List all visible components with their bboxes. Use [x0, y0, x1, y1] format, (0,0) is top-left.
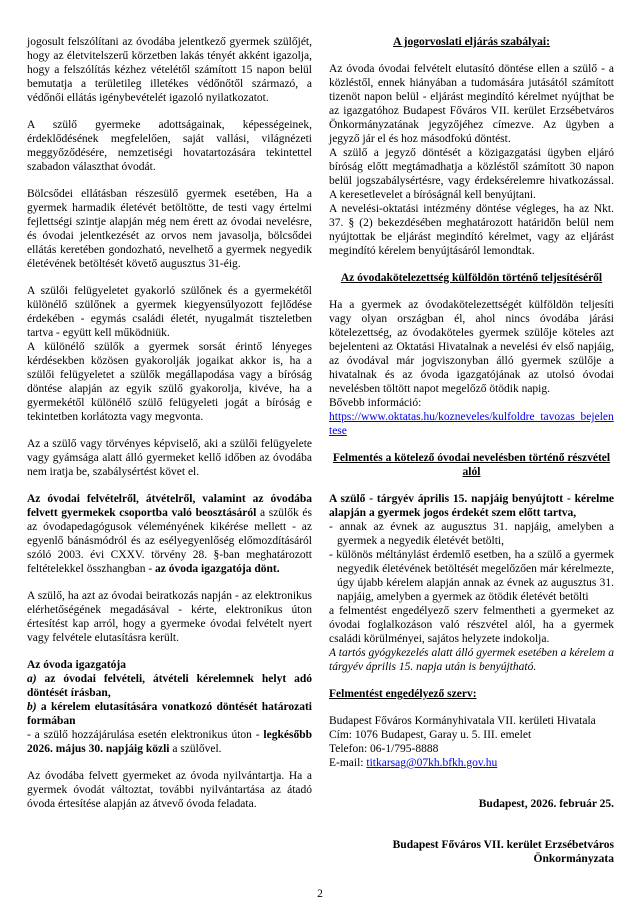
paragraph — [27, 340, 312, 424]
paragraph — [27, 492, 312, 576]
page-number: 2 — [317, 888, 323, 900]
text-run: Cím: 1076 Budapest, Garay u. 5. III. emelet — [329, 729, 532, 741]
text-run: A szülő, ha azt az óvodai beiratkozás napján - az elektronikus elérhetőségének megadásával - kérte, elektronikus úton értesítést kap arról, hogy a gyermeke óvodai felvételt nyert vagy felvétele elutasításra került. — [27, 590, 312, 644]
paragraph — [329, 62, 614, 146]
text-run: a) — [27, 673, 37, 685]
right-column — [329, 35, 614, 866]
text-run: - a szülő hozzájárulása esetén elektronikus úton - — [27, 729, 264, 741]
text-run: Bölcsődei ellátásban részesülő gyermek esetében, Ha a gyermek harmadik életévét betöltötte, de testi vagy értelmi fejlettségi szintje alapján még nem érett az óvodai nevelésre, és óvodai jelentkezését az orvos nem javasolja, bölcsődei ellátás keretében gondozható, nevelhető a gyermek negyedik életévének betöltését követő augusztus 31-éig. — [27, 188, 312, 270]
paragraph — [27, 658, 312, 672]
text-run: Budapest Főváros Kormányhivatala VII. kerületi Hivatala — [329, 715, 596, 727]
text-run: a szülők és az óvodapedagógusok véleményének kikérése mellett - az egyenlő bánásmódról és az esélyegyenlőség előmozdításáról szóló 2003. évi CXXV. törvény 28. §-ban meghatározott feltételekkel összhangban - — [27, 507, 312, 575]
text-run: Telefon: 06-1/795-8888 — [329, 743, 439, 755]
text-run: Az óvoda igazgatója — [27, 659, 127, 671]
paragraph — [329, 756, 614, 770]
list-item — [329, 520, 614, 548]
paragraph — [27, 672, 312, 700]
paragraph — [27, 437, 312, 479]
list-item — [329, 548, 614, 604]
text-run: - különös méltánylást érdemlő esetben, ha a szülő a gyermek negyedik életévének betöltését megelőzően már kérelmezte, úgy újabb kérelem alapján annak az évnek az augusztus 31. napjáig, amelyben a gyermek az ötödik életévét betölti — [329, 549, 614, 603]
text-run: Az óvodakötelezettség külföldön történő teljesítéséről — [340, 272, 603, 284]
text-run: A nevelési-oktatási intézmény döntése végleges, ha az Nkt. 37. § (2) bekezdésében meghatározott határidőn belül nem nyújtottak be eljárást megindító kérelmet, vagy az eljárást megindító kérelem benyújtásáról lemondtak. — [329, 203, 614, 257]
paragraph — [27, 35, 312, 105]
text-run: az óvoda igazgatója dönt. — [155, 563, 280, 575]
text-run: a szülővel. — [169, 743, 222, 755]
text-run: b) — [27, 701, 37, 713]
text-run: E-mail: — [329, 757, 367, 769]
text-run: legkésőbb 2026. május 30. napjáig közli — [27, 729, 312, 755]
paragraph — [329, 410, 614, 438]
text-run: Az óvodába felvett gyermeket az óvoda nyilvántartja. Ha a gyermek óvodát változtat, további nyilvántartása az átadó óvoda értesítése alapján az átvevő óvoda feladata. — [27, 770, 312, 810]
text-run: az óvodai felvételi, átvételi kérelemnek helyt adó döntését írásban, — [27, 673, 312, 699]
text-run: Budapest Főváros VII. kerület Erzsébetváros Önkormányzata — [392, 839, 614, 865]
text-run: a felmentést engedélyező szerv felmentheti a gyermeket az óvodai foglalkozáson való részvétel alól, ha a gyermek családi körülményei, sajátos helyzete indokolja. — [329, 605, 614, 645]
text-run: Felmentést engedélyező szerv: — [329, 688, 477, 700]
left-column — [27, 35, 312, 866]
text-run: A szülő a jegyző döntését a közigazgatási ügyben eljáró bíróság előtt megtámadhatja a közléstől számított 30 napon belül jogszabálysértésre, vagy érdeksérelemre hivatkozással. A keresetlevelet a bíróságnál kell benyújtani. — [329, 147, 614, 201]
paragraph — [27, 700, 312, 728]
paragraph — [329, 728, 614, 742]
paragraph — [27, 728, 312, 756]
text-run: Budapest, 2026. február 25. — [478, 798, 614, 810]
signature — [329, 838, 614, 866]
paragraph — [329, 146, 614, 202]
text-run: Az a szülő vagy törvényes képviselő, aki a szülői felügyelete vagy gyámsága alatt álló gyermeket kellő időben az óvodába nem iratja be, szabálysértést követ el. — [27, 438, 312, 478]
paragraph — [329, 646, 614, 674]
paragraph — [329, 604, 614, 646]
text-run: Az óvodai felvételről, átvételről, valamint az óvodába felvett gyermekek csoportba való beosztásáról — [27, 493, 312, 519]
hyperlink[interactable]: https://www.oktatas.hu/kozneveles/kulfoldre_tavozas_bejelentese — [329, 411, 614, 437]
text-run: a kérelem elutasítására vonatkozó döntését határozati formában — [27, 701, 312, 727]
text-run: A szülő - tárgyév április 15. napjáig benyújtott - kérelme alapján a gyermek jogos érdekét szem előtt tartva, — [329, 493, 614, 519]
paragraph — [329, 298, 614, 396]
hyperlink[interactable]: titkarsag@07kh.bfkh.gov.hu — [366, 757, 498, 769]
paragraph — [27, 589, 312, 645]
paragraph — [329, 396, 614, 410]
text-run: Ha a gyermek az óvodakötelezettségét külföldön teljesíti vagy olyan országban él, ahol nincs óvodába járási kötelezettség, az óvodaköteles gyermek szülője köteles azt bejelenteni az Oktatási Hivatalnak a nevelési év első napjáig, az óvodával már jogviszonyban álló gyermek szülője a hivatalnak és az óvoda igazgatójának az utolsó óvodai nevelésben töltött napot megelőző ötödik napig. — [329, 299, 614, 395]
paragraph — [27, 187, 312, 271]
section-heading — [329, 451, 614, 479]
section-heading — [329, 271, 614, 285]
text-run: - annak az évnek az augusztus 31. napjáig, amelyben a gyermek a negyedik életévét betölti, — [329, 521, 614, 547]
text-run: Felmentés a kötelező óvodai nevelésben történő részvétel alól — [332, 452, 611, 478]
text-run: A szülő gyermeke adottságainak, képességeinek, érdeklődésének megfelelően, saját vallási, világnézeti meggyőződésére, nemzetiségi hovatartozására tekintettel szabadon választhat óvodát. — [27, 119, 312, 173]
section-heading — [329, 687, 614, 701]
paragraph — [329, 492, 614, 520]
text-run: A szülői felügyeletet gyakorló szülőnek és a gyermekétől különélő szülőnek a gyermek kiegyensúlyozott fejlődése érdekében - egymás családi életét, nyugalmát tiszteletben tartva - együtt kell működniük. — [27, 285, 312, 339]
text-run: jogosult felszólítani az óvodába jelentkező gyermek szülőjét, hogy az életvitelszerű körzetben lakás tényét akként igazolja, hogy a felszólítás kézhez vételétől számított 15 napon belül bemutatja a területileg illetékes védőnőtől származó, a védőnői ellátás igénybevételét igazoló nyilatkozatot. — [27, 36, 312, 104]
paragraph — [27, 284, 312, 340]
text-run: Az óvoda óvodai felvételt elutasító döntése ellen a szülő - a közléstől, ennek hiányában a tudomására jutásától számított tizenöt napon belül - eljárást megindító kérelmet nyújthat be az igazgatóhoz Budapest Főváros VII. kerület Erzsébetváros Önkormányzatának jegyzőjéhez címezve. Az ügyben a jegyző jár el és hoz másodfokú döntést. — [329, 63, 614, 145]
text-run: A tartós gyógykezelés alatt álló gyermek esetében a kérelem a tárgyév április 15. napja után is benyújtható. — [329, 647, 614, 673]
text-run: A jogorvoslati eljárás szabályai: — [393, 36, 550, 48]
section-heading — [329, 35, 614, 49]
paragraph — [27, 118, 312, 174]
paragraph — [329, 714, 614, 728]
paragraph — [329, 202, 614, 258]
paragraph — [27, 769, 312, 811]
date-line — [329, 797, 614, 811]
paragraph — [329, 742, 614, 756]
text-run: A különélő szülők a gyermek sorsát érintő lényeges kérdésekben közösen gyakorolják jogaikat akkor is, ha a szülői felügyeletet a szülők megállapodása vagy a bíróság döntése alapján az egyik szülő gyakorolja, kivéve, ha a gyermekétől különélő szülő felügyeleti jogát a bíróság e tekintetben korlátozta vagy megvonta. — [27, 341, 312, 423]
text-run: Bővebb információ: — [329, 397, 422, 409]
